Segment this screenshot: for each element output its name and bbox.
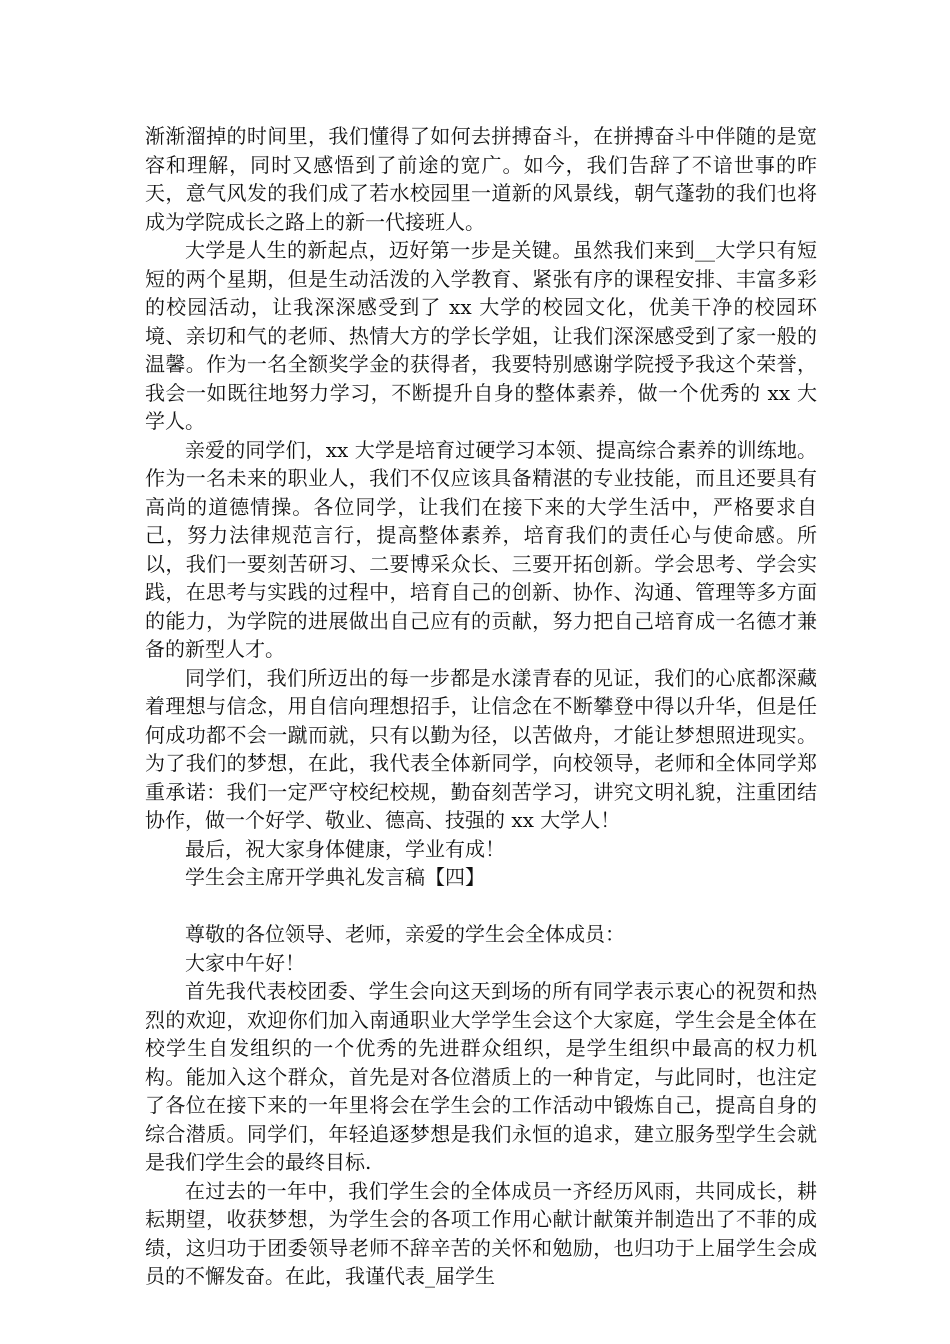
paragraph-greeting: 大家中午好！	[185, 950, 305, 975]
paragraph-past-year: 在过去的一年中，我们学生会的全体成员一齐经历风雨，共同成长，耕耘期望，收获梦想，为学生会的各项工作用心献计献策并制造出了不菲的成绩，这归功于团委领导老师不辞辛苦的关怀和勉励，也归功于上届学生会成员的不懈发奋。在此，我谨代表_届学生	[145, 1178, 817, 1288]
paragraph-salutation: 尊敬的各位领导、老师，亲爱的学生会全体成员：	[185, 922, 625, 946]
paragraph-continuation: 渐渐溜掉的时间里，我们懂得了如何去拼搏奋斗，在拼搏奋斗中伴随的是宽容和理解，同时又感悟到了前途的宽广。如今，我们告辞了不谙世事的昨天，意气风发的我们成了若水校园里一道新的风景线，朝气蓬勃的我们也将成为学院成长之路上的新一代接班人。	[145, 124, 817, 234]
paragraph-closing-wish: 最后，祝大家身体健康，学业有成！	[185, 836, 505, 861]
section-heading: 学生会主席开学典礼发言稿【四】	[185, 865, 485, 889]
paragraph-classmates: 亲爱的同学们，xx 大学是培育过硬学习本领、提高综合素养的训练地。作为一名未来的职业人，我们不仅应该具备精湛的专业技能，而且还要具有高尚的道德情操。各位同学，让我们在接下来的大学生活中，严格要求自己，努力法律规范言行，提高整体素养，培育我们的责任心与使命感。所以，我们一要刻苦研习、二要博采众长、三要开拓创新。学会思考、学会实践，在思考与实践的过程中，培育自己的创新、协作、沟通、管理等多方面的能力，为学院的进展做出自己应有的贡献，努力把自己培育成一名德才兼备的新型人才。	[145, 437, 817, 661]
document-body	[145, 122, 817, 1291]
paragraph-pledge: 同学们，我们所迈出的每一步都是水漾青春的见证，我们的心底都深藏着理想与信念，用自信向理想招手，让信念在不断攀登中得以升华，但是任何成功都不会一蹴而就，只有以勤为径，以苦做舟，才能让梦想照进现实。为了我们的梦想，在此，我代表全体新同学，向校领导，老师和全体同学郑重承诺：我们一定严守校纪校规，勤奋刻苦学习，讲究文明礼貌，注重团结协作，做一个好学、敬业、德高、技强的 xx 大学人！	[145, 665, 817, 832]
paragraph-university-start: 大学是人生的新起点，迈好第一步是关键。虽然我们来到__大学只有短短的两个星期，但是生动活泼的入学教育、紧张有序的课程安排、丰富多彩的校园活动，让我深深感受到了 xx 大学的校园文化，优美干净的校园环境、亲切和气的老师、热情大方的学长学姐，让我们深深感受到了家一般的温馨。作为一名全额奖学金的获得者，我要特别感谢学院授予我这个荣誉，我会一如既往地努力学习，不断提升自身的整体素养，做一个优秀的 xx 大学人。	[145, 238, 817, 433]
paragraph-welcome: 首先我代表校团委、学生会向这天到场的所有同学表示衷心的祝贺和热烈的欢迎，欢迎你们加入南通职业大学学生会这个大家庭，学生会是全体在校学生自发组织的一个优秀的先进群众组织，是学生组织中最高的权力机构。能加入这个群众，首先是对各位潜质上的一种肯定，与此同时，也注定了各位在接下来的一年里将会在学生会的工作活动中锻炼自己，提高自身的综合潜质。同学们，年轻追逐梦想是我们永恒的追求，建立服务型学生会就是我们学生会的最终目标.	[145, 979, 817, 1174]
